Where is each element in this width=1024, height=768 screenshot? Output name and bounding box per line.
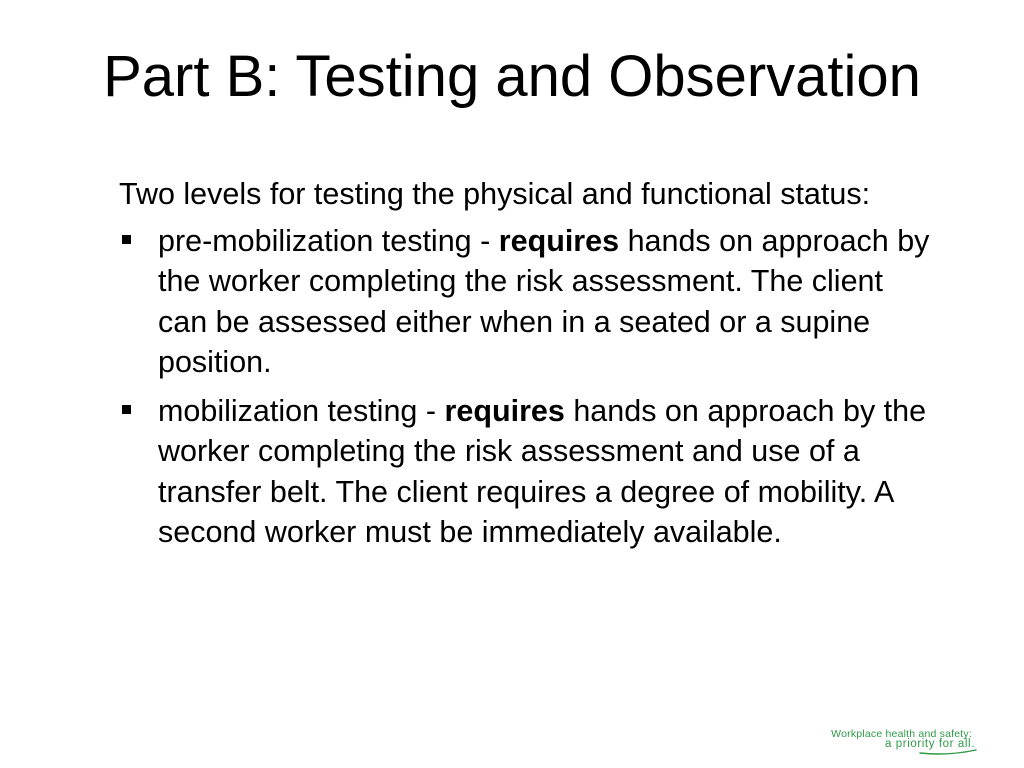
bullet-emphasis: requires — [498, 223, 620, 258]
bullet-lead: mobilization testing - — [158, 393, 445, 428]
bullet-item-mobilization — [119, 391, 939, 553]
bullet-text: hands on approach by the worker completing the risk assessment and use of a transfer belt. The client requires a degree of mobility. A second worker must be immediately available. — [158, 393, 927, 549]
intro-text: Two levels for testing the physical and functional status: — [119, 177, 871, 211]
footer-tagline-line1: Workplace health and safety: — [831, 728, 972, 740]
footer-tagline-line2: a priority for all. — [884, 738, 975, 750]
bullet-emphasis: requires — [444, 393, 565, 428]
swoosh-icon — [918, 748, 978, 756]
footer-logo — [758, 728, 978, 758]
bullet-list — [119, 221, 939, 553]
bullet-text: hands on approach by the worker completing the risk assessment. The client can be assessed either when in a seated or a supine position. — [158, 223, 930, 379]
square-bullet-icon — [122, 405, 131, 414]
slide-body — [119, 174, 939, 561]
slide-title: Part B: Testing and Observation — [103, 44, 921, 109]
bullet-lead: pre-mobilization testing - — [158, 223, 499, 258]
square-bullet-icon — [122, 235, 131, 244]
bullet-item-pre-mobilization — [119, 221, 939, 383]
